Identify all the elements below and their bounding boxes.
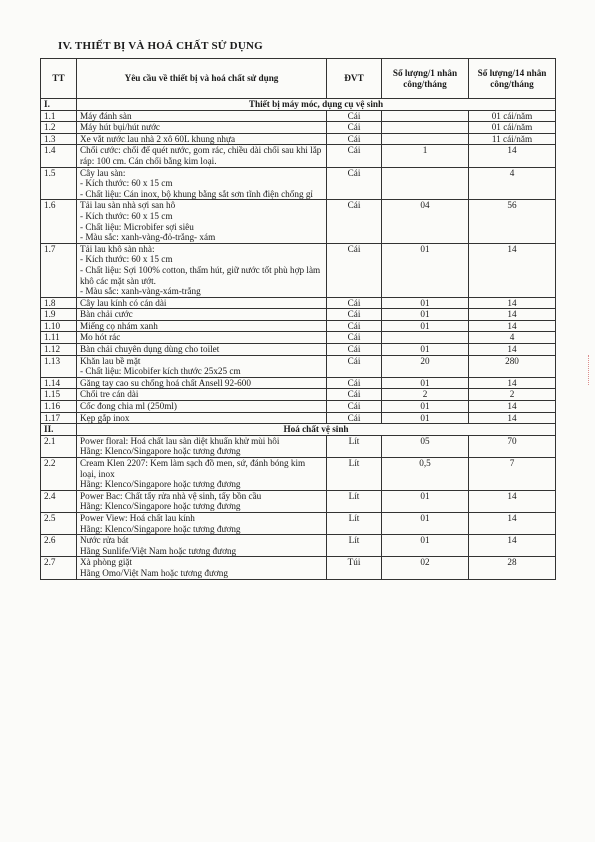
table-row [41, 557, 556, 579]
row-qty-1 [382, 133, 469, 145]
row-number: 1.3 [41, 133, 77, 145]
row-unit: Lít [327, 490, 382, 512]
row-qty-14: 28 [469, 557, 556, 579]
table-row [41, 412, 556, 424]
row-number: 1.6 [41, 200, 77, 243]
row-qty-1: 1 [382, 145, 469, 167]
row-number: 1.15 [41, 389, 77, 401]
row-qty-1: 05 [382, 435, 469, 457]
row-qty-14: 4 [469, 167, 556, 200]
table-row [41, 167, 556, 200]
row-qty-14: 7 [469, 458, 556, 491]
section-title: Thiết bị máy móc, dụng cụ vệ sinh [77, 99, 556, 111]
row-qty-14: 4 [469, 332, 556, 344]
row-qty-14: 14 [469, 490, 556, 512]
row-number: 1.11 [41, 332, 77, 344]
row-number: 2.6 [41, 535, 77, 557]
row-qty-1: 01 [382, 297, 469, 309]
row-qty-1 [382, 167, 469, 200]
table-row [41, 243, 556, 297]
table-row [41, 458, 556, 491]
row-qty-14: 14 [469, 243, 556, 297]
row-description: Cream Klen 2207: Kem làm sạch đồ men, sứ, đánh bóng kim loại, inox Hãng: Klenco/Singapore hoặc tương đương [77, 458, 327, 491]
row-qty-14: 14 [469, 401, 556, 413]
row-description: Kẹp gắp inox [77, 412, 327, 424]
table-row [41, 389, 556, 401]
row-qty-1: 01 [382, 243, 469, 297]
row-description: Xà phòng giặt Hãng Omo/Việt Nam hoặc tương đương [77, 557, 327, 579]
row-unit: Cái [327, 243, 382, 297]
row-unit: Cái [327, 200, 382, 243]
row-qty-14: 14 [469, 320, 556, 332]
row-qty-1: 01 [382, 344, 469, 356]
row-number: 2.2 [41, 458, 77, 491]
table-row [41, 320, 556, 332]
row-unit: Túi [327, 557, 382, 579]
table-row [41, 401, 556, 413]
section-number: II. [41, 424, 77, 436]
table-row [41, 309, 556, 321]
row-qty-14: 14 [469, 377, 556, 389]
row-qty-1: 01 [382, 377, 469, 389]
table-row [41, 133, 556, 145]
section-row [41, 99, 556, 111]
row-unit: Cái [327, 309, 382, 321]
margin-mark [588, 355, 593, 385]
row-qty-14: 2 [469, 389, 556, 401]
row-description: Máy đánh sàn [77, 110, 327, 122]
row-description: Nước rửa bát Hãng Sunlife/Việt Nam hoặc tương đương [77, 535, 327, 557]
row-number: 1.17 [41, 412, 77, 424]
row-qty-1 [382, 122, 469, 134]
row-qty-14: 14 [469, 512, 556, 534]
row-number: 1.9 [41, 309, 77, 321]
table-row [41, 332, 556, 344]
row-number: 2.4 [41, 490, 77, 512]
row-qty-14: 70 [469, 435, 556, 457]
row-qty-1: 2 [382, 389, 469, 401]
equipment-table [40, 58, 556, 580]
row-qty-1: 04 [382, 200, 469, 243]
row-qty-1: 01 [382, 309, 469, 321]
row-description: Tải lau khô sàn nhà: - Kích thước: 60 x 15 cm - Chất liệu: Sợi 100% cotton, thấm hút, giữ nước tốt phù hợp làm khô các mặt sàn ướt. - Màu sắc: xanh-vàng-xám-trắng [77, 243, 327, 297]
row-description: Miếng cọ nhám xanh [77, 320, 327, 332]
row-number: 1.12 [41, 344, 77, 356]
row-qty-14: 14 [469, 412, 556, 424]
row-description: Cây lau kính có cán dài [77, 297, 327, 309]
row-unit: Cái [327, 320, 382, 332]
row-number: 1.2 [41, 122, 77, 134]
table-row [41, 110, 556, 122]
row-description: Cốc đong chia ml (250ml) [77, 401, 327, 413]
row-qty-1: 01 [382, 535, 469, 557]
row-unit: Cái [327, 377, 382, 389]
row-qty-14: 14 [469, 145, 556, 167]
row-number: 1.5 [41, 167, 77, 200]
row-unit: Cái [327, 167, 382, 200]
row-number: 1.13 [41, 355, 77, 377]
row-number: 1.10 [41, 320, 77, 332]
section-heading: IV. THIẾT BỊ VÀ HOÁ CHẤT SỬ DỤNG [58, 40, 263, 52]
row-qty-1: 0,5 [382, 458, 469, 491]
row-unit: Cái [327, 145, 382, 167]
row-qty-14: 14 [469, 344, 556, 356]
row-number: 2.5 [41, 512, 77, 534]
row-qty-1 [382, 332, 469, 344]
table-row [41, 200, 556, 243]
table-row [41, 535, 556, 557]
row-qty-14: 14 [469, 297, 556, 309]
row-unit: Cái [327, 133, 382, 145]
row-qty-1 [382, 110, 469, 122]
table-row [41, 344, 556, 356]
table-row [41, 297, 556, 309]
row-unit: Lít [327, 535, 382, 557]
table-row [41, 512, 556, 534]
row-unit: Lít [327, 435, 382, 457]
row-number: 2.7 [41, 557, 77, 579]
row-unit: Cái [327, 110, 382, 122]
row-qty-14: 14 [469, 535, 556, 557]
row-description: Chổi cước: chổi để quét nước, gom rác, chiều dài chổi sau khi lắp ráp: 100 cm. Cán chổi bằng kim loại. [77, 145, 327, 167]
header-qty-14: Số lượng/14 nhân công/tháng [469, 59, 556, 99]
row-qty-1: 01 [382, 512, 469, 534]
header-tt: TT [41, 59, 77, 99]
row-qty-14: 280 [469, 355, 556, 377]
row-description: Khăn lau bề mặt - Chất liệu: Micobifer kích thước 25x25 cm [77, 355, 327, 377]
row-number: 1.7 [41, 243, 77, 297]
row-qty-14: 01 cái/năm [469, 122, 556, 134]
row-unit: Lít [327, 512, 382, 534]
table-row [41, 355, 556, 377]
row-qty-14: 14 [469, 309, 556, 321]
header-qty-1: Số lượng/1 nhân công/tháng [382, 59, 469, 99]
row-unit: Cái [327, 344, 382, 356]
section-title: Hoá chất vệ sinh [77, 424, 556, 436]
row-description: Cây lau sàn: - Kích thước: 60 x 15 cm - Chất liệu: Cán inox, bộ khung bằng sắt sơn tĩnh điện chống gỉ [77, 167, 327, 200]
row-description: Power floral: Hoá chất lau sàn diệt khuẩn khử mùi hôi Hãng: Klenco/Singapore hoặc tương đương [77, 435, 327, 457]
row-number: 1.14 [41, 377, 77, 389]
row-qty-1: 20 [382, 355, 469, 377]
table-row [41, 145, 556, 167]
header-requirement: Yêu cầu về thiết bị và hoá chất sử dụng [77, 59, 327, 99]
row-qty-1: 02 [382, 557, 469, 579]
row-qty-14: 01 cái/năm [469, 110, 556, 122]
table-body [41, 99, 556, 580]
row-description: Bàn chải cước [77, 309, 327, 321]
row-unit: Cái [327, 122, 382, 134]
row-description: Power Bac: Chất tẩy rửa nhà vệ sinh, tẩy bồn cầu Hãng: Klenco/Singapore hoặc tương đương [77, 490, 327, 512]
row-number: 1.4 [41, 145, 77, 167]
row-description: Tải lau sàn nhà sợi san hô - Kích thước: 60 x 15 cm - Chất liệu: Microbifer sợi siêu - Màu sắc: xanh-vàng-đỏ-trắng- xám [77, 200, 327, 243]
row-unit: Lít [327, 458, 382, 491]
table-row [41, 377, 556, 389]
row-number: 2.1 [41, 435, 77, 457]
row-unit: Cái [327, 412, 382, 424]
section-number: I. [41, 99, 77, 111]
row-unit: Cái [327, 332, 382, 344]
row-qty-1: 01 [382, 490, 469, 512]
row-description: Máy hút bụi/hút nước [77, 122, 327, 134]
row-number: 1.16 [41, 401, 77, 413]
row-unit: Cái [327, 401, 382, 413]
table-row [41, 490, 556, 512]
row-unit: Cái [327, 297, 382, 309]
row-qty-1: 01 [382, 412, 469, 424]
row-qty-14: 56 [469, 200, 556, 243]
row-description: Găng tay cao su chống hoá chất Ansell 92-600 [77, 377, 327, 389]
row-qty-1: 01 [382, 401, 469, 413]
row-description: Mo hót rác [77, 332, 327, 344]
table-row [41, 122, 556, 134]
row-number: 1.1 [41, 110, 77, 122]
table-header-row [41, 59, 556, 99]
row-qty-14: 11 cái/năm [469, 133, 556, 145]
row-number: 1.8 [41, 297, 77, 309]
section-row [41, 424, 556, 436]
row-description: Xe vắt nước lau nhà 2 xô 60L khung nhựa [77, 133, 327, 145]
row-qty-1: 01 [382, 320, 469, 332]
row-unit: Cái [327, 355, 382, 377]
row-description: Chổi tre cán dài [77, 389, 327, 401]
row-unit: Cái [327, 389, 382, 401]
table-row [41, 435, 556, 457]
header-unit: ĐVT [327, 59, 382, 99]
row-description: Power View: Hoá chất lau kính Hãng: Klenco/Singapore hoặc tương đương [77, 512, 327, 534]
row-description: Bàn chải chuyên dụng dùng cho toilet [77, 344, 327, 356]
